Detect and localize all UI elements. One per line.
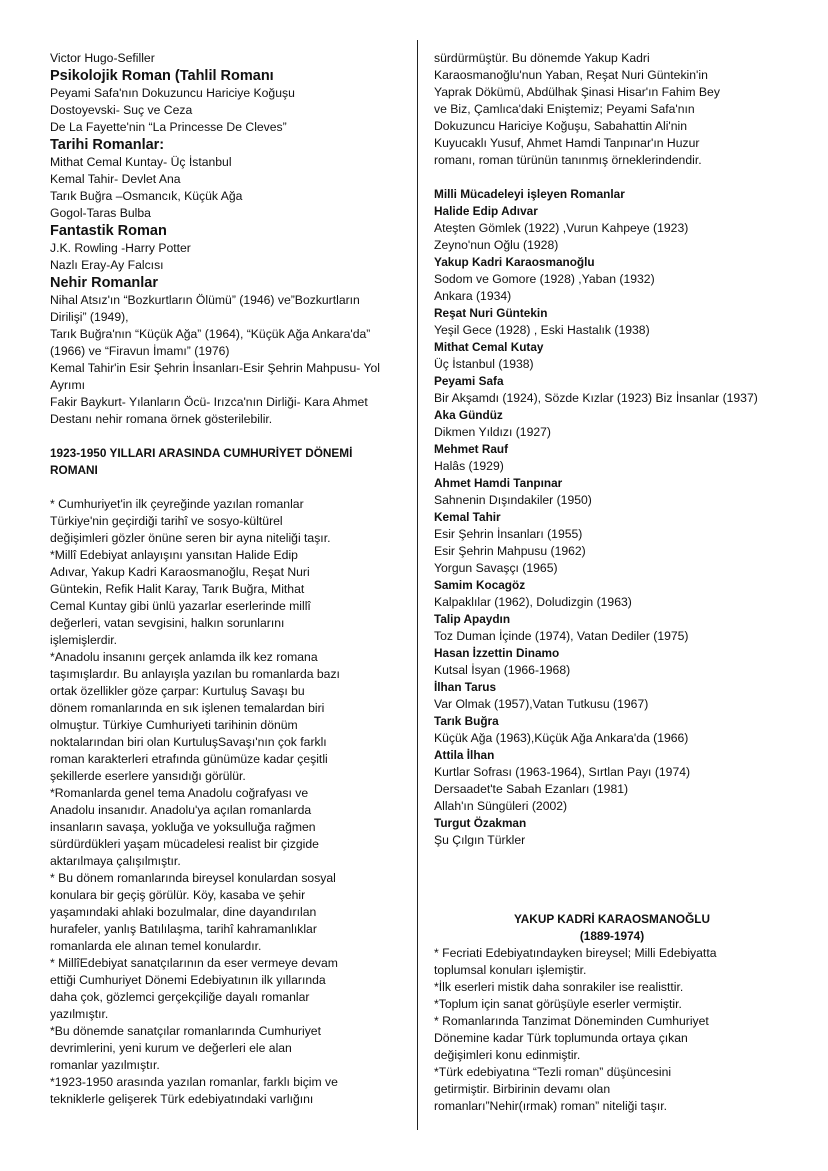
author-work: Var Olmak (1957),Vatan Tutkusu (1967) [434,697,649,711]
body-line: olmuştur. Türkiye Cumhuriyeti tarihinin dönüm [50,718,298,732]
author-work: Bir Akşamdı (1924), Sözde Kızlar (1923) Biz İnsanlar (1937) [434,391,758,405]
river-line: Dirilişi” (1949), [50,310,129,324]
body-line: noktalarından biri olan KurtuluşSavaşı'nın çok farklı [50,735,327,749]
author-work: Şu Çılgın Türkler [434,833,526,847]
yakup-line: * Romanlarında Tanzimat Döneminden Cumhuriyet [434,1014,709,1028]
body-line: şekillerde eserlere yansıdığı görülür. [50,769,246,783]
cont-line: sürdürmüştür. Bu dönemde Yakup Kadri [434,51,650,65]
yakup-line: getirmiştir. Birbirinin devamı olan [434,1082,611,1096]
author-work: Zeyno'nun Oğlu (1928) [434,238,559,252]
spacer [50,428,402,445]
author-work: Sodom ve Gomore (1928) ,Yaban (1932) [434,272,655,286]
body-line: * Bu dönem romanlarında bireysel konulardan sosyal [50,871,336,885]
river-line: Kemal Tahir'in Esir Şehrin İnsanları-Esir Şehrin Mahpusu- Yol [50,361,380,375]
section-title: 1923-1950 YILLARI ARASINDA CUMHURİYET DÖNEMİ [50,446,353,460]
yakup-line: *Türk edebiyatına “Tezli roman” düşüncesini [434,1065,672,1079]
cont-line: Kuyucaklı Yusuf, Ahmet Hamdi Tanpınar'ın Huzur [434,136,700,150]
body-line: işlemişlerdir. [50,633,118,647]
yakup-years: (1889-1974) [579,929,645,943]
psych-item: Peyami Safa'nın Dokuzuncu Hariciye Koğuşu [50,86,295,100]
body-line: Adıvar, Yakup Kadri Karaosmanoğlu, Reşat Nuri [50,565,310,579]
yakup-line: romanları”Nehir(ırmak) roman” niteliği taşır. [434,1099,667,1113]
author-work: Toz Duman İçinde (1974), Vatan Dediler (1975) [434,629,689,643]
river-heading: Nehir Romanlar [50,275,158,291]
body-line: roman karakterleri etrafında günümüze kadar çeşitli [50,752,328,766]
yakup-title: YAKUP KADRİ KARAOSMANOĞLU [514,912,710,926]
river-line: Ayrımı [50,378,85,392]
spacer [434,849,790,911]
river-line: Fakir Baykurt- Yılanların Öcü- Irızca'nın Dirliği- Kara Ahmet [50,395,368,409]
author-name: Reşat Nuri Güntekin [434,306,548,320]
body-line: *Millî Edebiyat anlayışını yansıtan Halide Edip [50,548,298,562]
body-line: tekniklerle gelişerek Türk edebiyatındaki varlığını [50,1092,314,1106]
right-column [434,50,790,1115]
body-line: Cemal Kuntay gibi ünlü yazarlar eserlerinde millî [50,599,311,613]
author-work: Yeşil Gece (1928) , Eski Hastalık (1938) [434,323,650,337]
body-line: yazılmıştır. [50,1007,109,1021]
body-line: dönem romanlarında en sık işlenen temalardan biri [50,701,325,715]
author-name: Talip Apaydın [434,612,511,626]
left-column [50,50,402,1108]
body-line: Türkiye'nin geçirdiği tarihî ve sosyo-kültürel [50,514,283,528]
body-line: Güntekin, Refik Halit Karay, Tarık Buğra, Mithat [50,582,305,596]
body-line: * Cumhuriyet'in ilk çeyreğinde yazılan romanlar [50,497,304,511]
body-line: *Romanlarda genel tema Anadolu coğrafyası ve [50,786,309,800]
yakup-line: toplumsal konuları işlemiştir. [434,963,587,977]
author-name: İlhan Tarus [434,680,497,694]
author-work: Dikmen Yıldızı (1927) [434,425,551,439]
psych-item: Dostoyevski- Suç ve Ceza [50,103,193,117]
body-line: hurafeler, yanlış Batılılaşma, tarihî kahramanlıklar [50,922,317,936]
author-work: Ankara (1934) [434,289,512,303]
psych-item: De La Fayette'nin “La Princesse De Cleves” [50,120,287,134]
author-name: Peyami Safa [434,374,504,388]
author-work: Esir Şehrin İnsanları (1955) [434,527,583,541]
spacer [434,169,790,186]
psych-heading: Psikolojik Roman (Tahlil Romanı [50,68,274,84]
intro-line: Victor Hugo-Sefiller [50,51,155,65]
cont-line: Karaosmanoğlu'nun Yaban, Reşat Nuri Güntekin'in [434,68,708,82]
cont-line: Dokuzuncu Hariciye Koğuşu, Sabahattin Ali'nin [434,119,687,133]
author-work: Dersaadet'te Sabah Ezanları (1981) [434,782,629,796]
author-work: Üç İstanbul (1938) [434,357,534,371]
body-line: sürdürdükleri yaşam mücadelesi realist bir çizgide [50,837,319,851]
body-line: devrimlerini, yeni kurum ve değerleri ele alan [50,1041,292,1055]
body-line: insanların savaşa, yokluğa ve yoksulluğa rağmen [50,820,316,834]
author-name: Mehmet Rauf [434,442,509,456]
author-work: Yorgun Savaşçı (1965) [434,561,558,575]
river-line: Destanı nehir romana örnek gösterilebilir. [50,412,273,426]
section-title: ROMANI [50,463,98,477]
body-line: romanlarda ele alınan temel konulardır. [50,939,262,953]
body-line: ettiği Cumhuriyet Dönemi Edebiyatının ilk yıllarında [50,973,326,987]
milli-heading: Milli Mücadeleyi işleyen Romanlar [434,187,625,201]
body-line: yaşamındaki ahlaki bozulmalar, dine dayandırılan [50,905,317,919]
fantasy-item: Nazlı Eray-Ay Falcısı [50,258,164,272]
author-name: Ahmet Hamdi Tanpınar [434,476,563,490]
cont-line: romanı, roman türünün tanınmış örneklerindendir. [434,153,702,167]
river-line: Nihal Atsız'ın “Bozkurtların Ölümü” (1946) ve”Bozkurtların [50,293,360,307]
hist-item: Gogol-Taras Bulba [50,206,151,220]
author-name: Hasan İzzettin Dinamo [434,646,560,660]
fantasy-heading: Fantastik Roman [50,223,167,239]
yakup-line: *Toplum için sanat görüşüyle eserler vermiştir. [434,997,682,1011]
yakup-line: Dönemine kadar Türk toplumunda ortaya çıkan [434,1031,688,1045]
body-line: daha çok, gözlemci gerçekçiliğe dayalı romanlar [50,990,310,1004]
author-work: Ateşten Gömlek (1922) ,Vurun Kahpeye (1923) [434,221,689,235]
body-line: aktarılmaya çalışılmıştır. [50,854,181,868]
fantasy-item: J.K. Rowling -Harry Potter [50,241,191,255]
yakup-line: *İlk eserleri mistik daha sonrakiler ise realisttir. [434,980,684,994]
body-line: Anadolu insanıdır. Anadolu'ya açılan romanlarda [50,803,312,817]
author-name: Halide Edip Adıvar [434,204,538,218]
hist-item: Mithat Cemal Kuntay- Üç İstanbul [50,155,232,169]
author-work: Sahnenin Dışındakiler (1950) [434,493,592,507]
body-line: ortak özellikler göze çarpar: Kurtuluş Savaşı bu [50,684,305,698]
hist-item: Kemal Tahir- Devlet Ana [50,172,181,186]
author-name: Turgut Özakman [434,816,527,830]
body-line: * MillîEdebiyat sanatçılarının da eser vermeye devam [50,956,338,970]
author-name: Mithat Cemal Kutay [434,340,544,354]
author-name: Attila İlhan [434,748,495,762]
river-line: Tarık Buğra'nın “Küçük Ağa” (1964), “Küçük Ağa Ankara'da” [50,327,371,341]
river-line: (1966) ve “Firavun İmamı” (1976) [50,344,230,358]
yakup-line: değişimleri konu edinmiştir. [434,1048,581,1062]
cont-line: ve Biz, Çamlıca'daki Eniştemiz; Peyami Safa'nın [434,102,695,116]
body-line: değişimleri gözler önüne seren bir ayna niteliği taşır. [50,531,331,545]
author-name: Samim Kocagöz [434,578,526,592]
author-work: Kurtlar Sofrası (1963-1964), Sırtlan Payı (1974) [434,765,691,779]
yakup-line: * Fecriati Edebiyatındayken bireysel; Milli Edebiyatta [434,946,717,960]
body-line: değerleri, vatan sevgisini, halkın sorunlarını [50,616,285,630]
body-line: romanlar yazılmıştır. [50,1058,160,1072]
hist-heading: Tarihi Romanlar: [50,137,165,153]
author-work: Küçük Ağa (1963),Küçük Ağa Ankara'da (1966) [434,731,689,745]
author-name: Kemal Tahir [434,510,501,524]
author-work: Esir Şehrin Mahpusu (1962) [434,544,586,558]
column-divider [417,40,418,1130]
author-work: Kutsal İsyan (1966-1968) [434,663,571,677]
spacer [50,479,402,496]
author-name: Yakup Kadri Karaosmanoğlu [434,255,595,269]
author-name: Tarık Buğra [434,714,499,728]
body-line: *Anadolu insanını gerçek anlamda ilk kez romana [50,650,318,664]
body-line: taşımışlardır. Bu anlayışla yazılan bu romanlarda bazı [50,667,340,681]
author-name: Aka Gündüz [434,408,503,422]
body-line: *Bu dönemde sanatçılar romanlarında Cumhuriyet [50,1024,321,1038]
author-work: Kalpaklılar (1962), Doludizgin (1963) [434,595,632,609]
hist-item: Tarık Buğra –Osmancık, Küçük Ağa [50,189,243,203]
cont-line: Yaprak Dökümü, Abdülhak Şinasi Hisar'ın Fahim Bey [434,85,720,99]
author-work: Allah'ın Süngüleri (2002) [434,799,568,813]
body-line: *1923-1950 arasında yazılan romanlar, farklı biçim ve [50,1075,338,1089]
author-work: Halâs (1929) [434,459,504,473]
body-line: konulara bir geçiş görülür. Köy, kasaba ve şehir [50,888,306,902]
